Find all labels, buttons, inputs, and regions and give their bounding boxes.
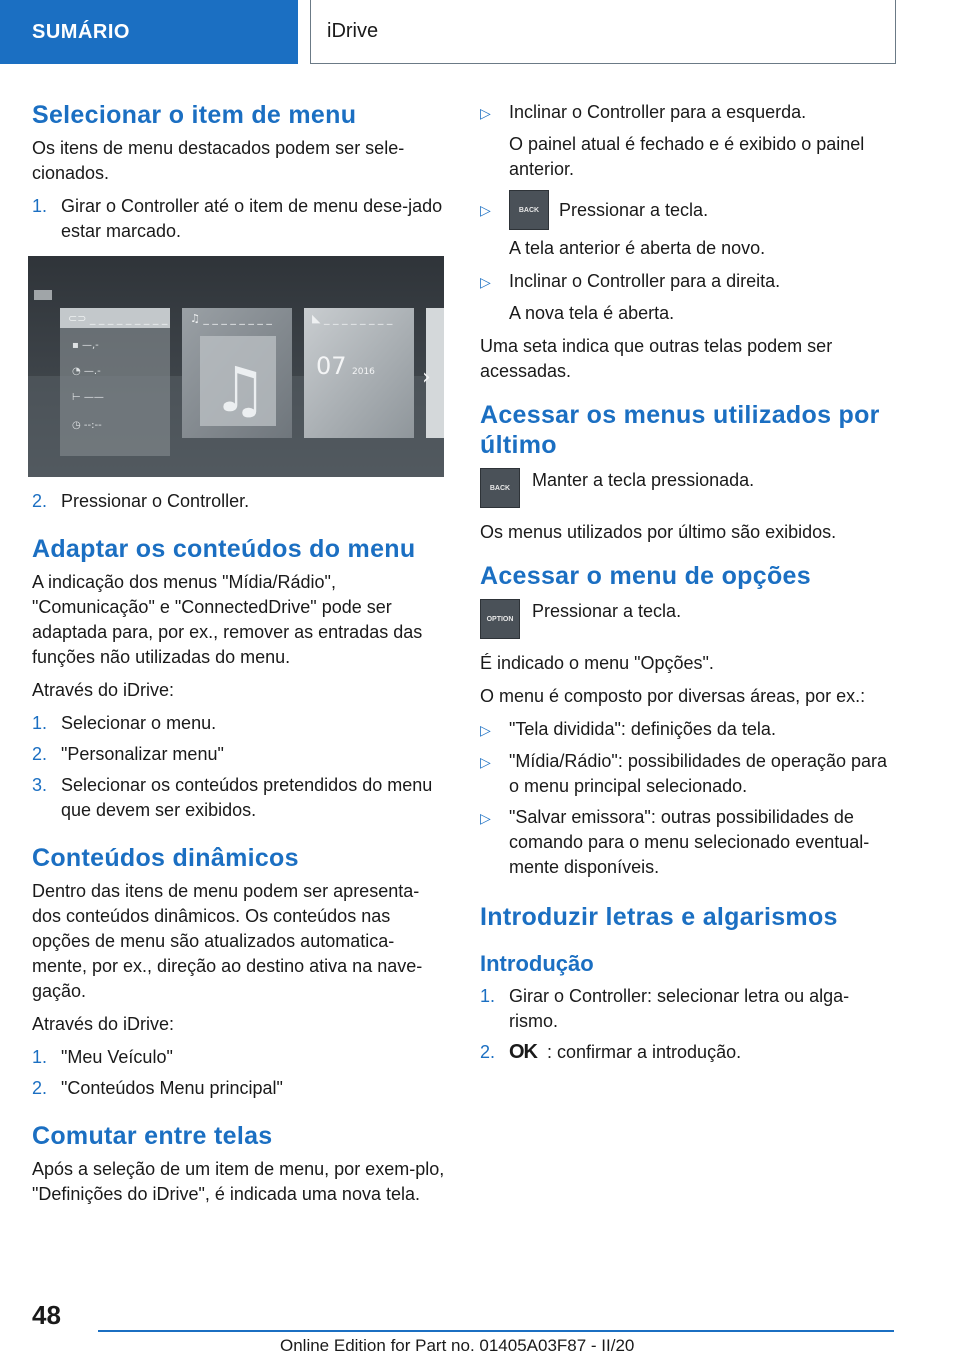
svg-text:♫: ♫ <box>212 353 268 426</box>
list-item <box>32 1076 448 1101</box>
bullet-text: Inclinar o Controller para a esquerda. <box>509 102 807 122</box>
ok-icon: OK <box>509 1041 537 1063</box>
footer-divider <box>98 1330 894 1332</box>
back-key-icon: BACK <box>509 190 549 230</box>
list-item <box>32 773 448 823</box>
step-text: Girar o Controller até o item de menu dese-jado estar marcado. <box>61 196 443 241</box>
paragraph: A indicação dos menus "Mídia/Rádio", "Comunicação" e "ConnectedDrive" pode ser adaptada para, por ex., remover as entradas das funções não utilizadas do menu. <box>32 572 423 667</box>
step-number: 2. <box>32 491 48 511</box>
bullet-subtext: A tela anterior é aberta de novo. <box>509 238 766 258</box>
step-number: 3. <box>32 775 48 795</box>
bullet-triangle-icon: ▷ <box>480 754 491 770</box>
step-text: Pressionar o Controller. <box>61 491 250 511</box>
screen-date-number: 07 <box>316 352 347 380</box>
idrive-screen-illustration <box>28 256 444 477</box>
bullet-triangle-icon: ▷ <box>480 810 491 826</box>
footer-edition: Online Edition for Part no. 01405A03F87 - II/20 <box>280 1336 635 1355</box>
section-title-adapt-menu: Adaptar os conteúdos do menu <box>32 535 416 563</box>
bullet-text: "Mídia/Rádio": possibilidades de operação para o menu principal selecionado. <box>509 751 888 796</box>
step-number: 1. <box>32 1047 48 1067</box>
svg-text:◣ _ _ _ _ _ _ _ _: ◣ _ _ _ _ _ _ _ _ <box>312 312 393 325</box>
section-title-enter-letters: Introduzir letras e algarismos <box>480 903 838 931</box>
svg-text:›: › <box>422 365 431 390</box>
step-text: "Personalizar menu" <box>61 744 224 764</box>
svg-text:◔ —.-: ◔ —.- <box>72 366 101 377</box>
bullet-triangle-icon: ▷ <box>480 202 491 218</box>
key-instruction <box>480 468 898 508</box>
paragraph: É indicado o menu "Opções". <box>480 653 714 673</box>
paragraph: Através do iDrive: <box>32 680 175 700</box>
bullet-text: "Salvar emissora": outras possibilidades de comando para o menu selecionado eventual-mente disponíveis. <box>509 807 870 877</box>
right-column <box>480 100 898 1071</box>
back-key-icon: BACK <box>480 468 520 508</box>
paragraph: Os itens de menu destacados podem ser sele-cionados. <box>32 138 405 183</box>
step-number: 1. <box>480 986 496 1006</box>
step-number: 2. <box>32 744 48 764</box>
key-instruction-text: Manter a tecla pressionada. <box>532 470 755 490</box>
list-item <box>480 1040 898 1065</box>
page-number: 48 <box>32 1300 61 1330</box>
list-item <box>32 489 448 514</box>
option-key-icon: OPTION <box>480 599 520 639</box>
key-instruction-text: Pressionar a tecla. <box>532 601 682 621</box>
step-text: Selecionar os conteúdos pretendidos do menu que devem ser exibidos. <box>61 775 433 820</box>
bullet-subtext: O painel atual é fechado e é exibido o painel anterior. <box>509 134 865 179</box>
paragraph: O menu é composto por diversas áreas, por ex.: <box>480 686 866 706</box>
section-title-dynamic-contents: Conteúdos dinâmicos <box>32 844 299 872</box>
top-bar <box>0 0 960 66</box>
section-title-options-menu: Acessar o menu de opções <box>480 562 811 590</box>
svg-text:♫ _ _ _ _ _ _ _ _: ♫ _ _ _ _ _ _ _ _ <box>190 312 272 325</box>
section-title-switch-screens: Comutar entre telas <box>32 1122 273 1150</box>
toc-tab[interactable]: SUMÁRIO <box>0 0 298 64</box>
step-number: 1. <box>32 713 48 733</box>
svg-text:▪ —,-: ▪ —,- <box>72 340 99 351</box>
bullet-triangle-icon: ▷ <box>480 722 491 738</box>
list-item <box>32 742 448 767</box>
bullet-text: Pressionar a tecla. <box>559 199 709 220</box>
step-text: "Meu Veículo" <box>61 1047 173 1067</box>
paragraph: Dentro das itens de menu podem ser apresenta-dos conteúdos dinâmicos. Os conteúdos nas opções de menu são atualizados automatica-mente, por ex., direção ao destino ativa na nave-gação. <box>32 881 423 1001</box>
paragraph: Uma seta indica que outras telas podem ser acessadas. <box>480 336 833 381</box>
list-item <box>32 711 448 736</box>
key-instruction <box>480 599 898 639</box>
step-number: 2. <box>480 1042 496 1062</box>
bullet-text: "Tela dividida": definições da tela. <box>509 719 776 739</box>
step-text: Selecionar o menu. <box>61 713 217 733</box>
list-item <box>32 194 448 244</box>
screen-date-year: 2016 <box>352 367 375 377</box>
bullet-item <box>480 190 898 230</box>
step-text: : confirmar a introdução. <box>547 1042 742 1062</box>
bullet-item <box>480 749 898 799</box>
step-number: 1. <box>32 196 48 216</box>
bullet-text: Inclinar o Controller para a direita. <box>509 271 781 291</box>
step-text: Girar o Controller: selecionar letra ou alga-rismo. <box>509 986 850 1031</box>
bullet-triangle-icon: ▷ <box>480 105 491 121</box>
step-number: 2. <box>32 1078 48 1098</box>
left-column <box>32 100 448 1215</box>
bullet-item <box>480 100 898 126</box>
idrive-screen-image <box>28 256 444 477</box>
paragraph: Após a seleção de um item de menu, por exem-plo, "Definições do iDrive", é indicada uma nova tela. <box>32 1159 445 1204</box>
list-item <box>480 984 898 1034</box>
section-title-last-used-menus: Acessar os menus utilizados por último <box>480 401 880 459</box>
section-title-select-menu-item: Selecionar o item de menu <box>32 101 357 129</box>
svg-text:◷ --:--: ◷ --:-- <box>72 420 102 431</box>
bullet-triangle-icon: ▷ <box>480 274 491 290</box>
step-text: "Conteúdos Menu principal" <box>61 1078 283 1098</box>
list-item <box>32 1045 448 1070</box>
svg-text:⊢ ——: ⊢ —— <box>72 392 104 403</box>
bullet-subtext: A nova tela é aberta. <box>509 303 675 323</box>
subsection-title-introduction: Introdução <box>480 951 594 976</box>
paragraph: Através do iDrive: <box>32 1014 175 1034</box>
svg-text:⊂⊃ _ _ _ _ _ _ _ _ _: ⊂⊃ _ _ _ _ _ _ _ _ _ <box>68 312 168 325</box>
bullet-item <box>480 717 898 743</box>
section-tab: iDrive <box>310 0 896 64</box>
paragraph: Os menus utilizados por último são exibidos. <box>480 522 837 542</box>
bullet-item <box>480 269 898 295</box>
bullet-item <box>480 805 898 880</box>
